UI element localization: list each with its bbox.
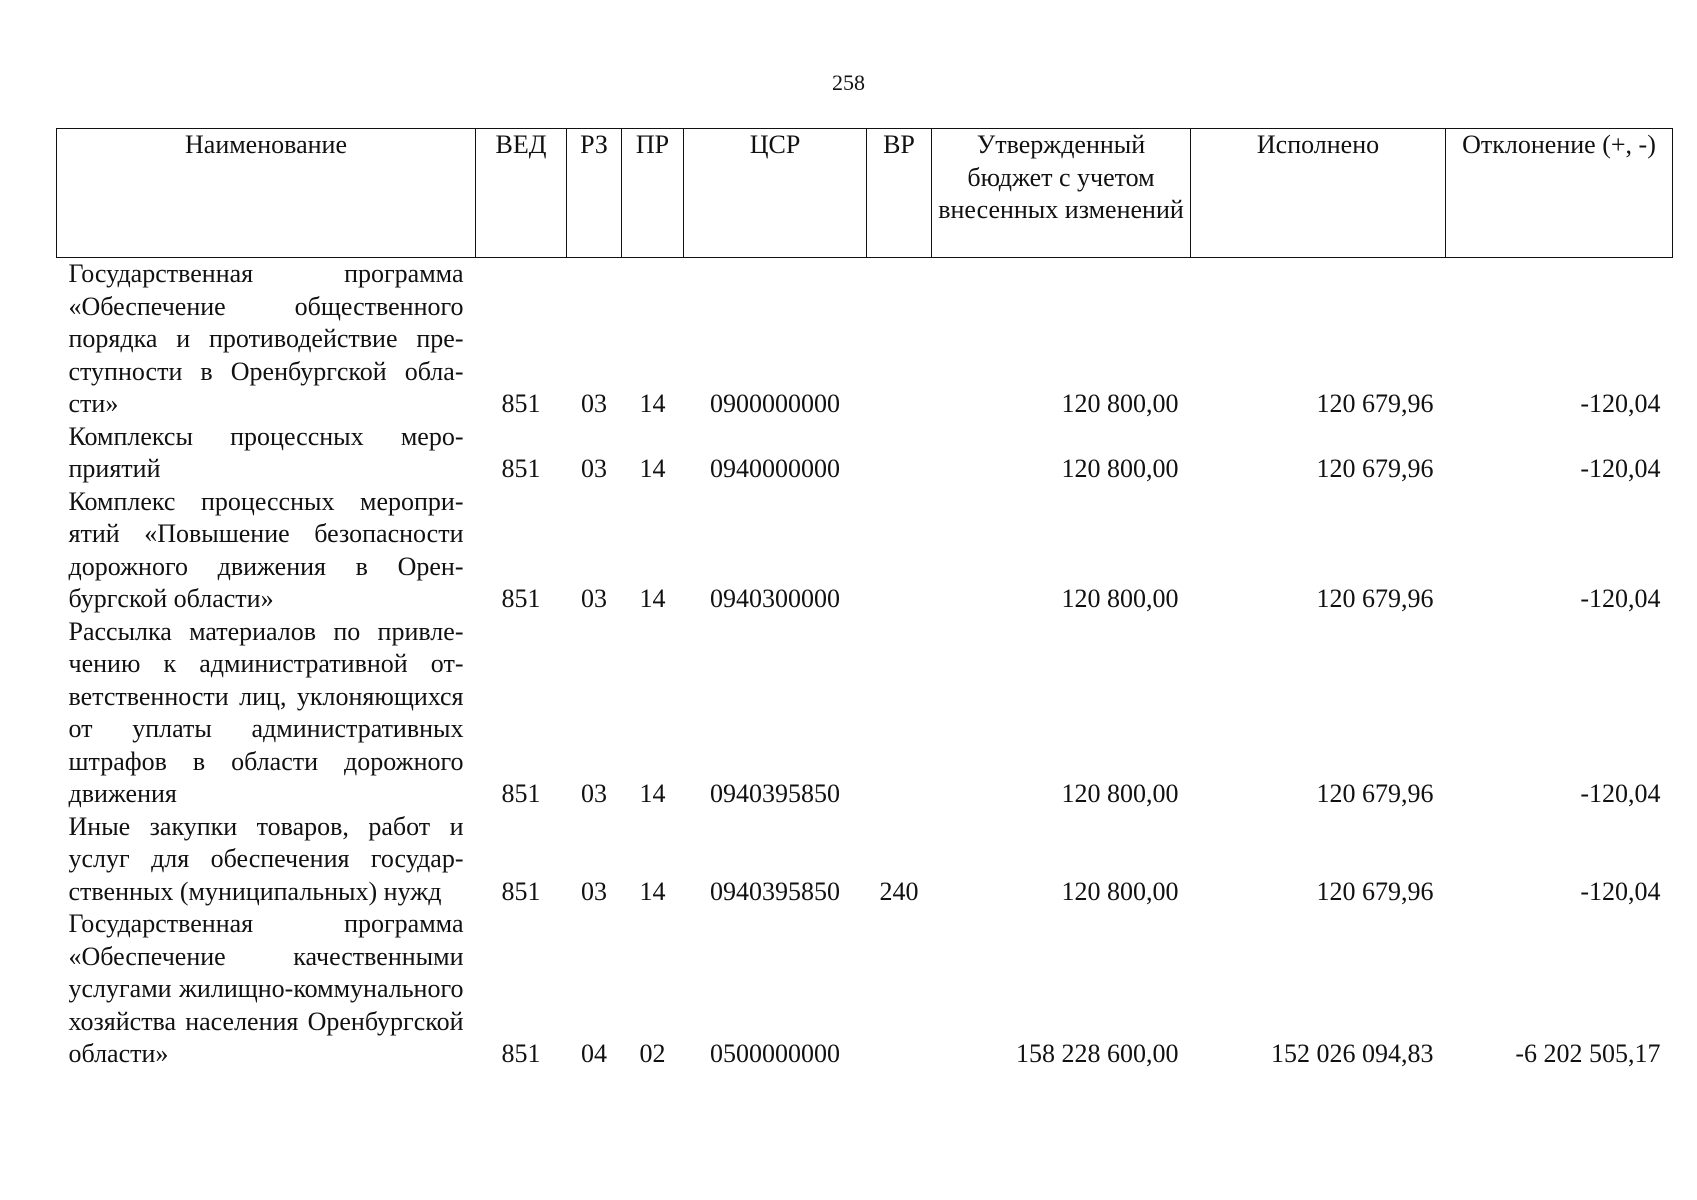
header-csr: ЦСР bbox=[684, 129, 867, 258]
header-name: Наименование bbox=[57, 129, 476, 258]
row-name: Комплекс процессных мероприятий «Повышение безопасности дорожного движения в Оренбургской области» bbox=[68, 486, 464, 613]
header-pr: ПР bbox=[622, 129, 684, 258]
row-pr: 14 bbox=[639, 584, 666, 613]
header-deviation: Отклонение (+, -) bbox=[1446, 129, 1673, 258]
budget-table bbox=[56, 128, 1673, 1071]
row-pr: 02 bbox=[639, 1039, 666, 1068]
table-row bbox=[57, 258, 1673, 421]
row-executed: 152 026 094,83 bbox=[1271, 1039, 1434, 1068]
row-ved: 851 bbox=[501, 779, 541, 808]
row-pr: 14 bbox=[639, 779, 666, 808]
row-ved: 851 bbox=[501, 454, 541, 483]
table-row bbox=[57, 811, 1673, 909]
row-deviation: -120,04 bbox=[1580, 389, 1661, 418]
row-executed: 120 679,96 bbox=[1316, 389, 1434, 418]
row-pr: 14 bbox=[639, 454, 666, 483]
row-vr bbox=[867, 421, 932, 486]
row-csr: 0940395850 bbox=[710, 779, 840, 808]
row-ved: 851 bbox=[501, 584, 541, 613]
header-approved: Утвержденный бюджет с учетом внесенных изменений bbox=[932, 129, 1191, 258]
row-deviation: -120,04 bbox=[1580, 876, 1661, 906]
row-name: Иные закупки товаров, работ и услуг для обеспечения государственных (муниципальных) нужд bbox=[68, 811, 464, 906]
row-rz: 03 bbox=[581, 389, 607, 418]
row-rz: 03 bbox=[581, 779, 607, 808]
header-vr: ВР bbox=[867, 129, 932, 258]
row-ved: 851 bbox=[501, 876, 541, 906]
row-vr bbox=[867, 908, 932, 1071]
page-number: 258 bbox=[832, 70, 865, 95]
row-deviation: -120,04 bbox=[1580, 454, 1661, 483]
row-approved: 120 800,00 bbox=[1061, 876, 1179, 906]
row-executed: 120 679,96 bbox=[1316, 876, 1434, 906]
row-ved: 851 bbox=[501, 389, 541, 418]
row-approved: 120 800,00 bbox=[1061, 584, 1179, 613]
row-approved: 158 228 600,00 bbox=[1016, 1039, 1179, 1068]
table-row bbox=[57, 908, 1673, 1071]
row-approved: 120 800,00 bbox=[1061, 454, 1179, 483]
row-pr: 14 bbox=[639, 389, 666, 418]
row-executed: 120 679,96 bbox=[1316, 584, 1434, 613]
row-csr: 0940395850 bbox=[710, 876, 840, 906]
row-rz: 04 bbox=[581, 1039, 607, 1068]
row-csr: 0940000000 bbox=[710, 454, 840, 483]
row-rz: 03 bbox=[581, 454, 607, 483]
row-vr bbox=[867, 616, 932, 811]
row-rz: 03 bbox=[581, 876, 607, 906]
row-rz: 03 bbox=[581, 584, 607, 613]
row-deviation: -120,04 bbox=[1580, 584, 1661, 613]
header-rz: РЗ bbox=[567, 129, 622, 258]
row-vr bbox=[867, 258, 932, 421]
row-vr: 240 bbox=[879, 876, 919, 906]
row-ved: 851 bbox=[501, 1039, 541, 1068]
row-deviation: -6 202 505,17 bbox=[1515, 1039, 1661, 1068]
row-pr: 14 bbox=[639, 876, 666, 906]
row-name: Государственная программа «Обеспечение качественными услугами жилищно-коммунального хозяйства населения Оренбургской области» bbox=[68, 909, 464, 1068]
table-row bbox=[57, 421, 1673, 486]
header-executed: Исполнено bbox=[1191, 129, 1446, 258]
row-deviation: -120,04 bbox=[1580, 779, 1661, 808]
row-csr: 0500000000 bbox=[710, 1039, 840, 1068]
row-name: Комплексы процессных мероприятий bbox=[68, 421, 464, 483]
table-row bbox=[57, 486, 1673, 616]
table-header-row bbox=[57, 129, 1673, 258]
row-approved: 120 800,00 bbox=[1061, 779, 1179, 808]
row-executed: 120 679,96 bbox=[1316, 454, 1434, 483]
header-ved: ВЕД bbox=[476, 129, 567, 258]
row-name: Государственная программа «Обеспечение общественного порядка и противодействие преступности в Оренбургской области» bbox=[68, 259, 464, 418]
row-vr bbox=[867, 486, 932, 616]
table-row bbox=[57, 616, 1673, 811]
row-csr: 0900000000 bbox=[710, 389, 840, 418]
row-name: Рассылка материалов по привлечению к административной ответственности лиц, уклоняющихся от уплаты административных штрафов в области дорожного движения bbox=[68, 616, 464, 808]
row-approved: 120 800,00 bbox=[1061, 389, 1179, 418]
row-csr: 0940300000 bbox=[710, 584, 840, 613]
row-executed: 120 679,96 bbox=[1316, 779, 1434, 808]
